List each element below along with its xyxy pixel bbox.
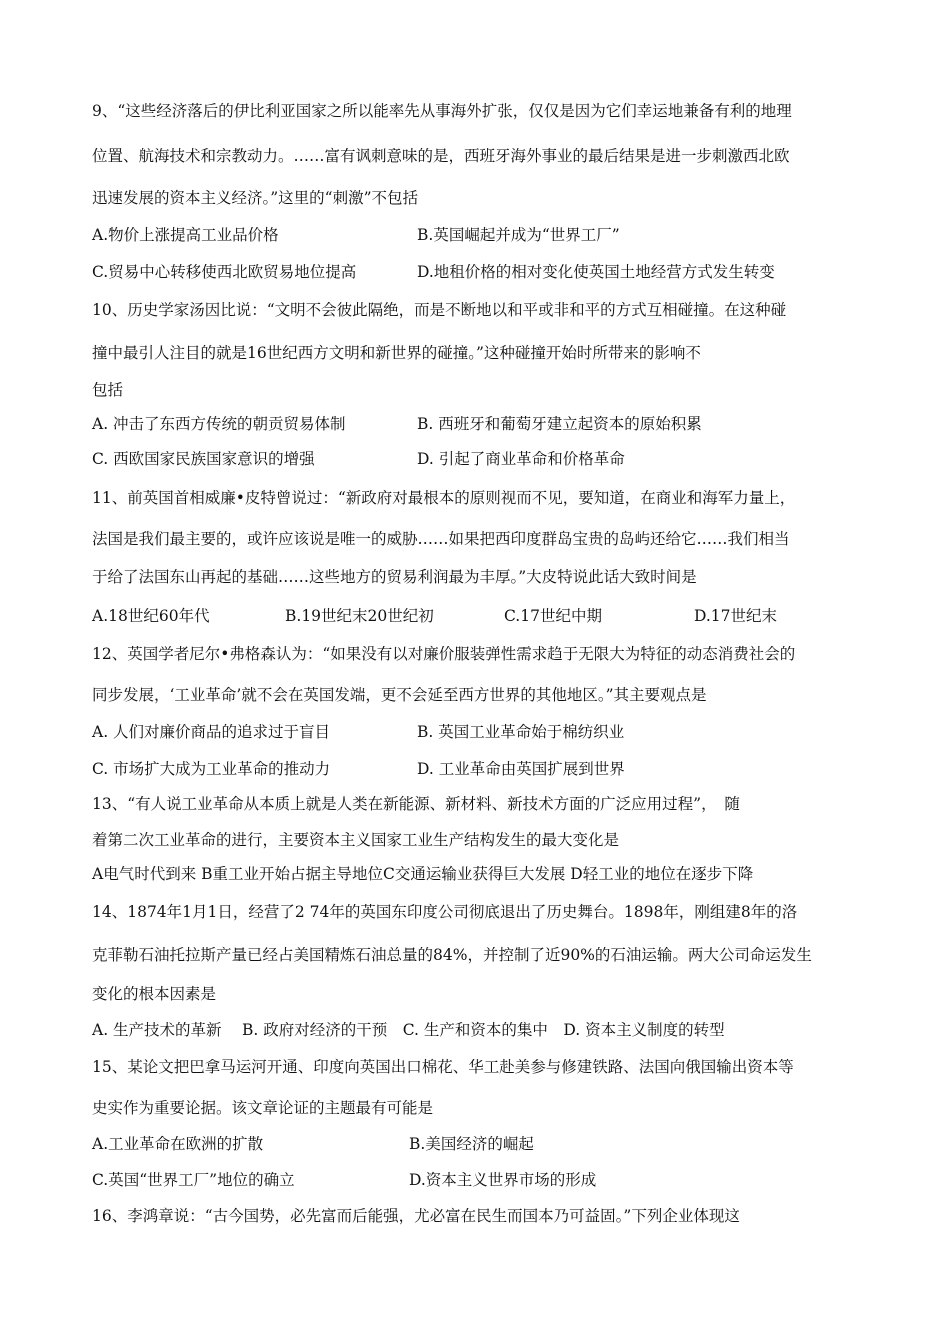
q11-line-2: 法国是我们最主要的，或许应该说是唯一的威胁……如果把西印度群岛宝贵的岛屿还给它……我们相当 bbox=[92, 530, 790, 548]
q9-option-d: D.地租价格的相对变化使英国土地经营方式发生转变 bbox=[417, 263, 775, 281]
q9-line-1: 9、“这些经济落后的伊比利亚国家之所以能率先从事海外扩张，仅仅是因为它们幸运地兼备有利的地理 bbox=[92, 102, 792, 120]
q10-line-1: 10、历史学家汤因比说：“文明不会彼此隔绝，而是不断地以和平或非和平的方式互相碰撞。在这种碰 bbox=[92, 301, 787, 319]
q11-option-a: A.18世纪60年代 bbox=[92, 607, 210, 625]
q9-option-a: A.物价上涨提高工业品价格 bbox=[92, 226, 279, 244]
q10-option-b: B. 西班牙和葡萄牙建立起资本的原始积累 bbox=[417, 415, 702, 433]
q13-options-line: A电气时代到来 B重工业开始占据主导地位C交通运输业获得巨大发展 D轻工业的地位在逐步下降 bbox=[92, 865, 754, 883]
q10-option-c: C. 西欧国家民族国家意识的增强 bbox=[92, 450, 315, 468]
q14-options-line: A. 生产技术的革新 B. 政府对经济的干预 C. 生产和资本的集中 D. 资本主义制度的转型 bbox=[92, 1021, 725, 1039]
q10-line-3: 包括 bbox=[92, 381, 124, 399]
q9-line-3: 迅速发展的资本主义经济。”这里的“刺激”不包括 bbox=[92, 189, 419, 207]
q15-option-b: B.美国经济的崛起 bbox=[409, 1135, 534, 1153]
q11-line-1: 11、前英国首相威廉•皮特曾说过：“新政府对最根本的原则视而不见，要知道，在商业和海军力量上， bbox=[92, 489, 796, 507]
q9-line-2: 位置、航海技术和宗教动力。……富有讽刺意味的是，西班牙海外事业的最后结果是进一步刺激西北欧 bbox=[92, 147, 790, 165]
q10-option-d: D. 引起了商业革命和价格革命 bbox=[417, 450, 625, 468]
q12-option-d: D. 工业革命由英国扩展到世界 bbox=[417, 760, 625, 778]
q9-option-c: C.贸易中心转移使西北欧贸易地位提高 bbox=[92, 263, 357, 281]
q14-line-1: 14、1874年1月1日，经营了2 74年的英国东印度公司彻底退出了历史舞台。1898年，刚组建8年的洛 bbox=[92, 903, 798, 921]
q10-line-2: 撞中最引人注目的就是16世纪西方文明和新世界的碰撞。”这种碰撞开始时所带来的影响不 bbox=[92, 344, 701, 362]
q11-option-c: C.17世纪中期 bbox=[504, 607, 602, 625]
q14-line-2: 克菲勒石油托拉斯产量已经占美国精炼石油总量的84%，并控制了近90%的石油运输。两大公司命运发生 bbox=[92, 946, 812, 964]
q15-option-c: C.英国“世界工厂”地位的确立 bbox=[92, 1171, 295, 1189]
q12-option-c: C. 市场扩大成为工业革命的推动力 bbox=[92, 760, 331, 778]
q13-line-2: 着第二次工业革命的进行，主要资本主义国家工业生产结构发生的最大变化是 bbox=[92, 831, 620, 849]
q11-option-b: B.19世纪末20世纪初 bbox=[285, 607, 434, 625]
q12-option-a: A. 人们对廉价商品的追求过于盲目 bbox=[92, 723, 331, 741]
q11-line-3: 于给了法国东山再起的基础……这些地方的贸易利润最为丰厚。”大皮特说此话大致时间是 bbox=[92, 568, 697, 586]
q12-option-b: B. 英国工业革命始于棉纺织业 bbox=[417, 723, 625, 741]
q15-line-1: 15、某论文把巴拿马运河开通、印度向英国出口棉花、华工赴美参与修建铁路、法国向俄国输出资本等 bbox=[92, 1058, 794, 1076]
q11-option-d: D.17世纪末 bbox=[694, 607, 778, 625]
q10-option-a: A. 冲击了东西方传统的朝贡贸易体制 bbox=[92, 415, 346, 433]
q12-line-1: 12、英国学者尼尔•弗格森认为：“如果没有以对廉价服装弹性需求趋于无限大为特征的动态消费社会的 bbox=[92, 645, 796, 663]
q15-option-d: D.资本主义世界市场的形成 bbox=[409, 1171, 597, 1189]
q12-line-2: 同步发展，‘工业革命’就不会在英国发端，更不会延至西方世界的其他地区。”其主要观点是 bbox=[92, 686, 707, 704]
q16-line-1: 16、李鸿章说：“古今国势，必先富而后能强，尤必富在民生而国本乃可益固。”下列企业体现这 bbox=[92, 1207, 740, 1225]
q15-option-a: A.工业革命在欧洲的扩散 bbox=[92, 1135, 264, 1153]
q14-line-3: 变化的根本因素是 bbox=[92, 985, 217, 1003]
q13-line-1: 13、“有人说工业革命从本质上就是人类在新能源、新材料、新技术方面的广泛应用过程”， 随 bbox=[92, 795, 740, 813]
q9-option-b: B.英国崛起并成为“世界工厂” bbox=[417, 226, 620, 244]
q15-line-2: 史实作为重要论据。该文章论证的主题最有可能是 bbox=[92, 1099, 434, 1117]
